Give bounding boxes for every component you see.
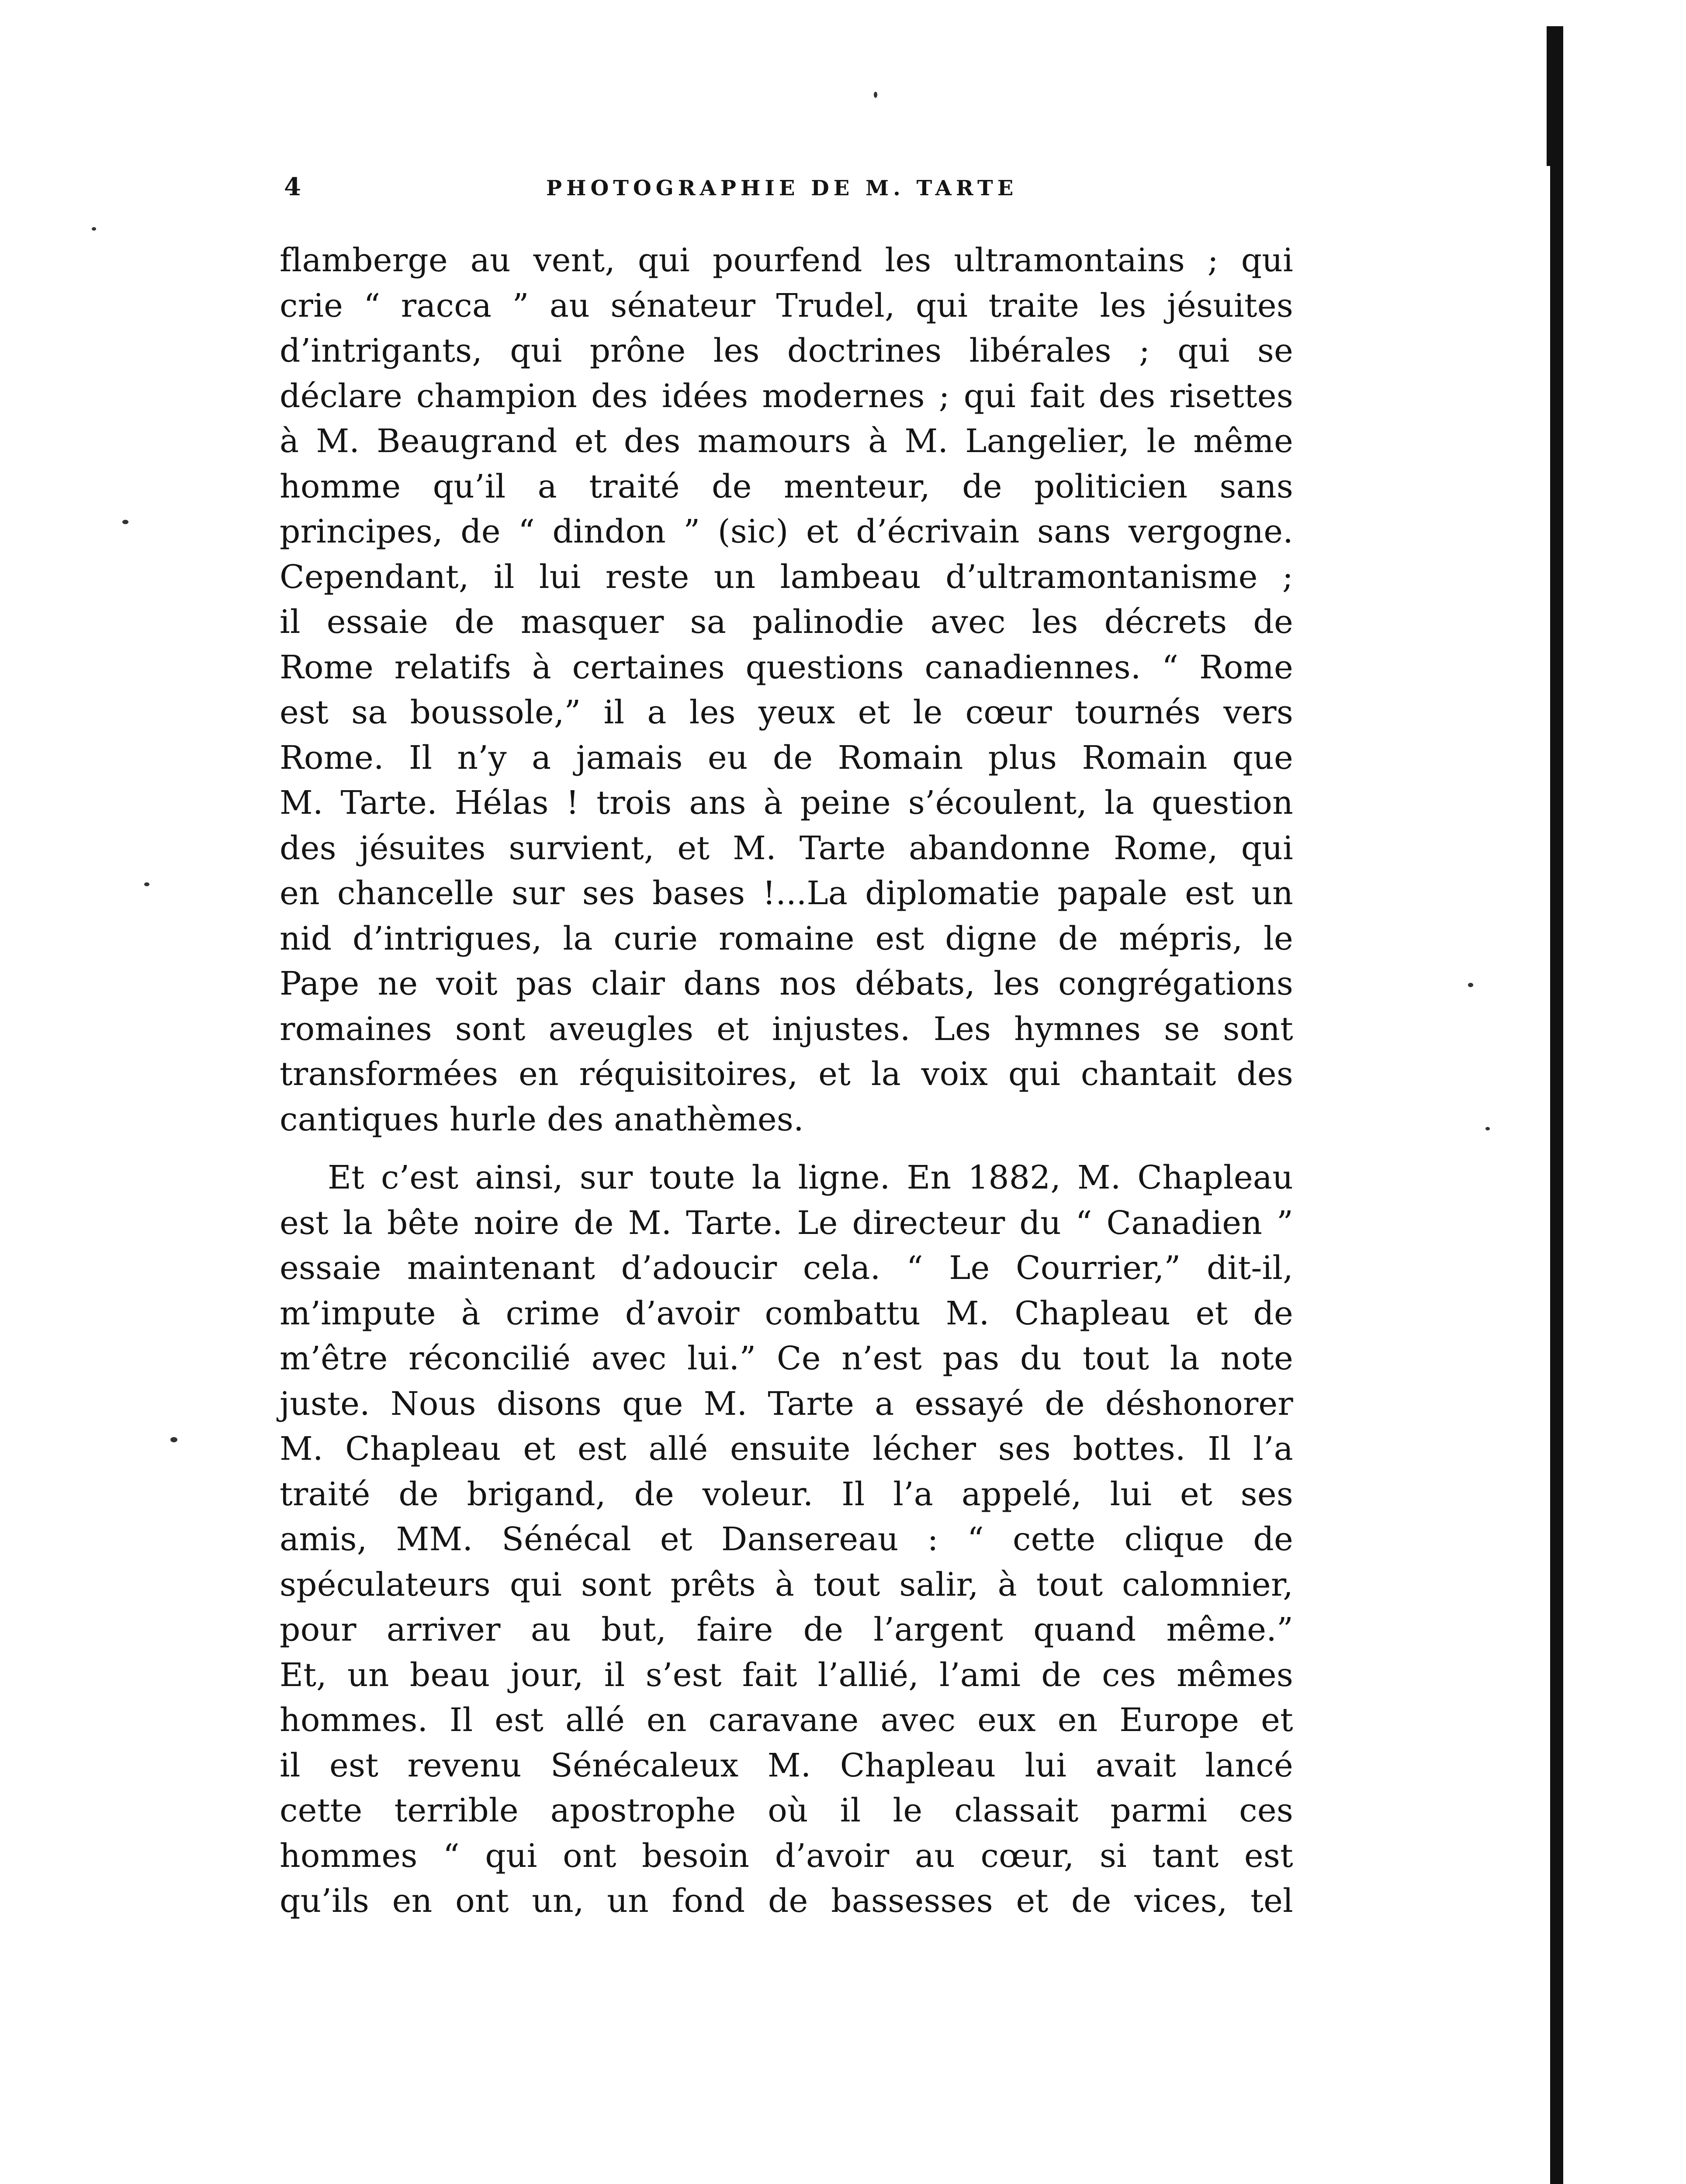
scan-speck bbox=[1485, 1127, 1490, 1130]
scan-speck bbox=[122, 520, 128, 524]
text-line: hommes. Il est allé en caravane avec eux en Europe et bbox=[280, 1701, 1293, 1739]
text-line: il essaie de masquer sa palinodie avec les décrets de bbox=[280, 603, 1293, 641]
text-line: à M. Beaugrand et des mamours à M. Langelier, le même bbox=[280, 422, 1293, 460]
text-line: m’impute à crime d’avoir combattu M. Chapleau et de bbox=[280, 1294, 1293, 1332]
text-line: m’être réconcilié avec lui.” Ce n’est pas du tout la note bbox=[280, 1340, 1293, 1377]
text-line: M. Chapleau et est allé ensuite lécher ses bottes. Il l’a bbox=[280, 1430, 1293, 1468]
text-line: crie “ racca ” au sénateur Trudel, qui traite les jésuites bbox=[280, 287, 1293, 325]
page-number: 4 bbox=[284, 173, 301, 201]
text-line: juste. Nous disons que M. Tarte a essayé de déshonorer bbox=[280, 1385, 1293, 1423]
scan-speck bbox=[874, 92, 877, 98]
text-line: Et c’est ainsi, sur toute la ligne. En 1882, M. Chapleau bbox=[328, 1159, 1293, 1196]
text-line: cette terrible apostrophe où il le classait parmi ces bbox=[280, 1792, 1293, 1829]
text-line: homme qu’il a traité de menteur, de politicien sans bbox=[280, 467, 1293, 505]
text-line: déclare champion des idées modernes ; qui fait des risettes bbox=[280, 377, 1293, 415]
binding-edge-shadow bbox=[1550, 26, 1563, 2184]
text-line: flamberge au vent, qui pourfend les ultramontains ; qui bbox=[280, 242, 1293, 279]
text-line: qu’ils en ont un, un fond de bassesses et de vices, tel bbox=[280, 1882, 1293, 1920]
text-line: hommes “ qui ont besoin d’avoir au cœur, si tant est bbox=[280, 1837, 1293, 1875]
text-line: traité de brigand, de voleur. Il l’a appelé, lui et ses bbox=[280, 1475, 1293, 1513]
text-line: M. Tarte. Hélas ! trois ans à peine s’écoulent, la question bbox=[280, 784, 1293, 822]
text-line: Et, un beau jour, il s’est fait l’allié, l’ami de ces mêmes bbox=[280, 1656, 1293, 1694]
running-head bbox=[284, 173, 1271, 212]
text-line: Rome. Il n’y a jamais eu de Romain plus Romain que bbox=[280, 739, 1293, 777]
text-line: est la bête noire de M. Tarte. Le directeur du “ Canadien ” bbox=[280, 1204, 1293, 1242]
text-line: amis, MM. Sénécal et Dansereau : “ cette clique de bbox=[280, 1521, 1293, 1558]
text-line: essaie maintenant d’adoucir cela. “ Le Courrier,” dit-il, bbox=[280, 1249, 1293, 1287]
text-line: principes, de “ dindon ” (sic) et d’écrivain sans vergogne. bbox=[280, 513, 1293, 550]
text-line: Rome relatifs à certaines questions canadiennes. “ Rome bbox=[280, 648, 1293, 686]
text-line: cantiques hurle des anathèmes. bbox=[280, 1100, 804, 1138]
text-line: d’intrigants, qui prône les doctrines libérales ; qui se bbox=[280, 332, 1293, 370]
text-line: il est revenu Sénécaleux M. Chapleau lui avait lancé bbox=[280, 1746, 1293, 1784]
text-line: Cependant, il lui reste un lambeau d’ultramontanisme ; bbox=[280, 558, 1293, 596]
paragraph-2 bbox=[280, 1155, 1293, 1924]
text-line: pour arriver au but, faire de l’argent quand même.” bbox=[280, 1611, 1293, 1648]
paragraph-gap bbox=[280, 1142, 1293, 1155]
text-line: en chancelle sur ses bases !...La diplomatie papale est un bbox=[280, 874, 1293, 912]
text-line: Pape ne voit pas clair dans nos débats, les congrégations bbox=[280, 965, 1293, 1002]
scan-speck bbox=[1468, 983, 1473, 987]
text-line: spéculateurs qui sont prêts à tout salir, à tout calomnier, bbox=[280, 1565, 1293, 1603]
text-line: des jésuites survient, et M. Tarte abandonne Rome, qui bbox=[280, 829, 1293, 867]
scan-speck bbox=[144, 882, 149, 886]
text-line: est sa boussole,” il a les yeux et le cœur tournés vers bbox=[280, 694, 1293, 731]
text-line: transformées en réquisitoires, et la voix qui chantait des bbox=[280, 1055, 1293, 1093]
text-line: romaines sont aveugles et injustes. Les hymnes se sont bbox=[280, 1010, 1293, 1048]
body-text bbox=[280, 238, 1293, 1924]
paragraph-1 bbox=[280, 238, 1293, 1142]
text-line: nid d’intrigues, la curie romaine est digne de mépris, le bbox=[280, 919, 1293, 957]
scan-speck bbox=[170, 1437, 177, 1442]
running-title: PHOTOGRAPHIE DE M. TARTE bbox=[546, 176, 1018, 200]
scan-speck bbox=[92, 227, 96, 231]
